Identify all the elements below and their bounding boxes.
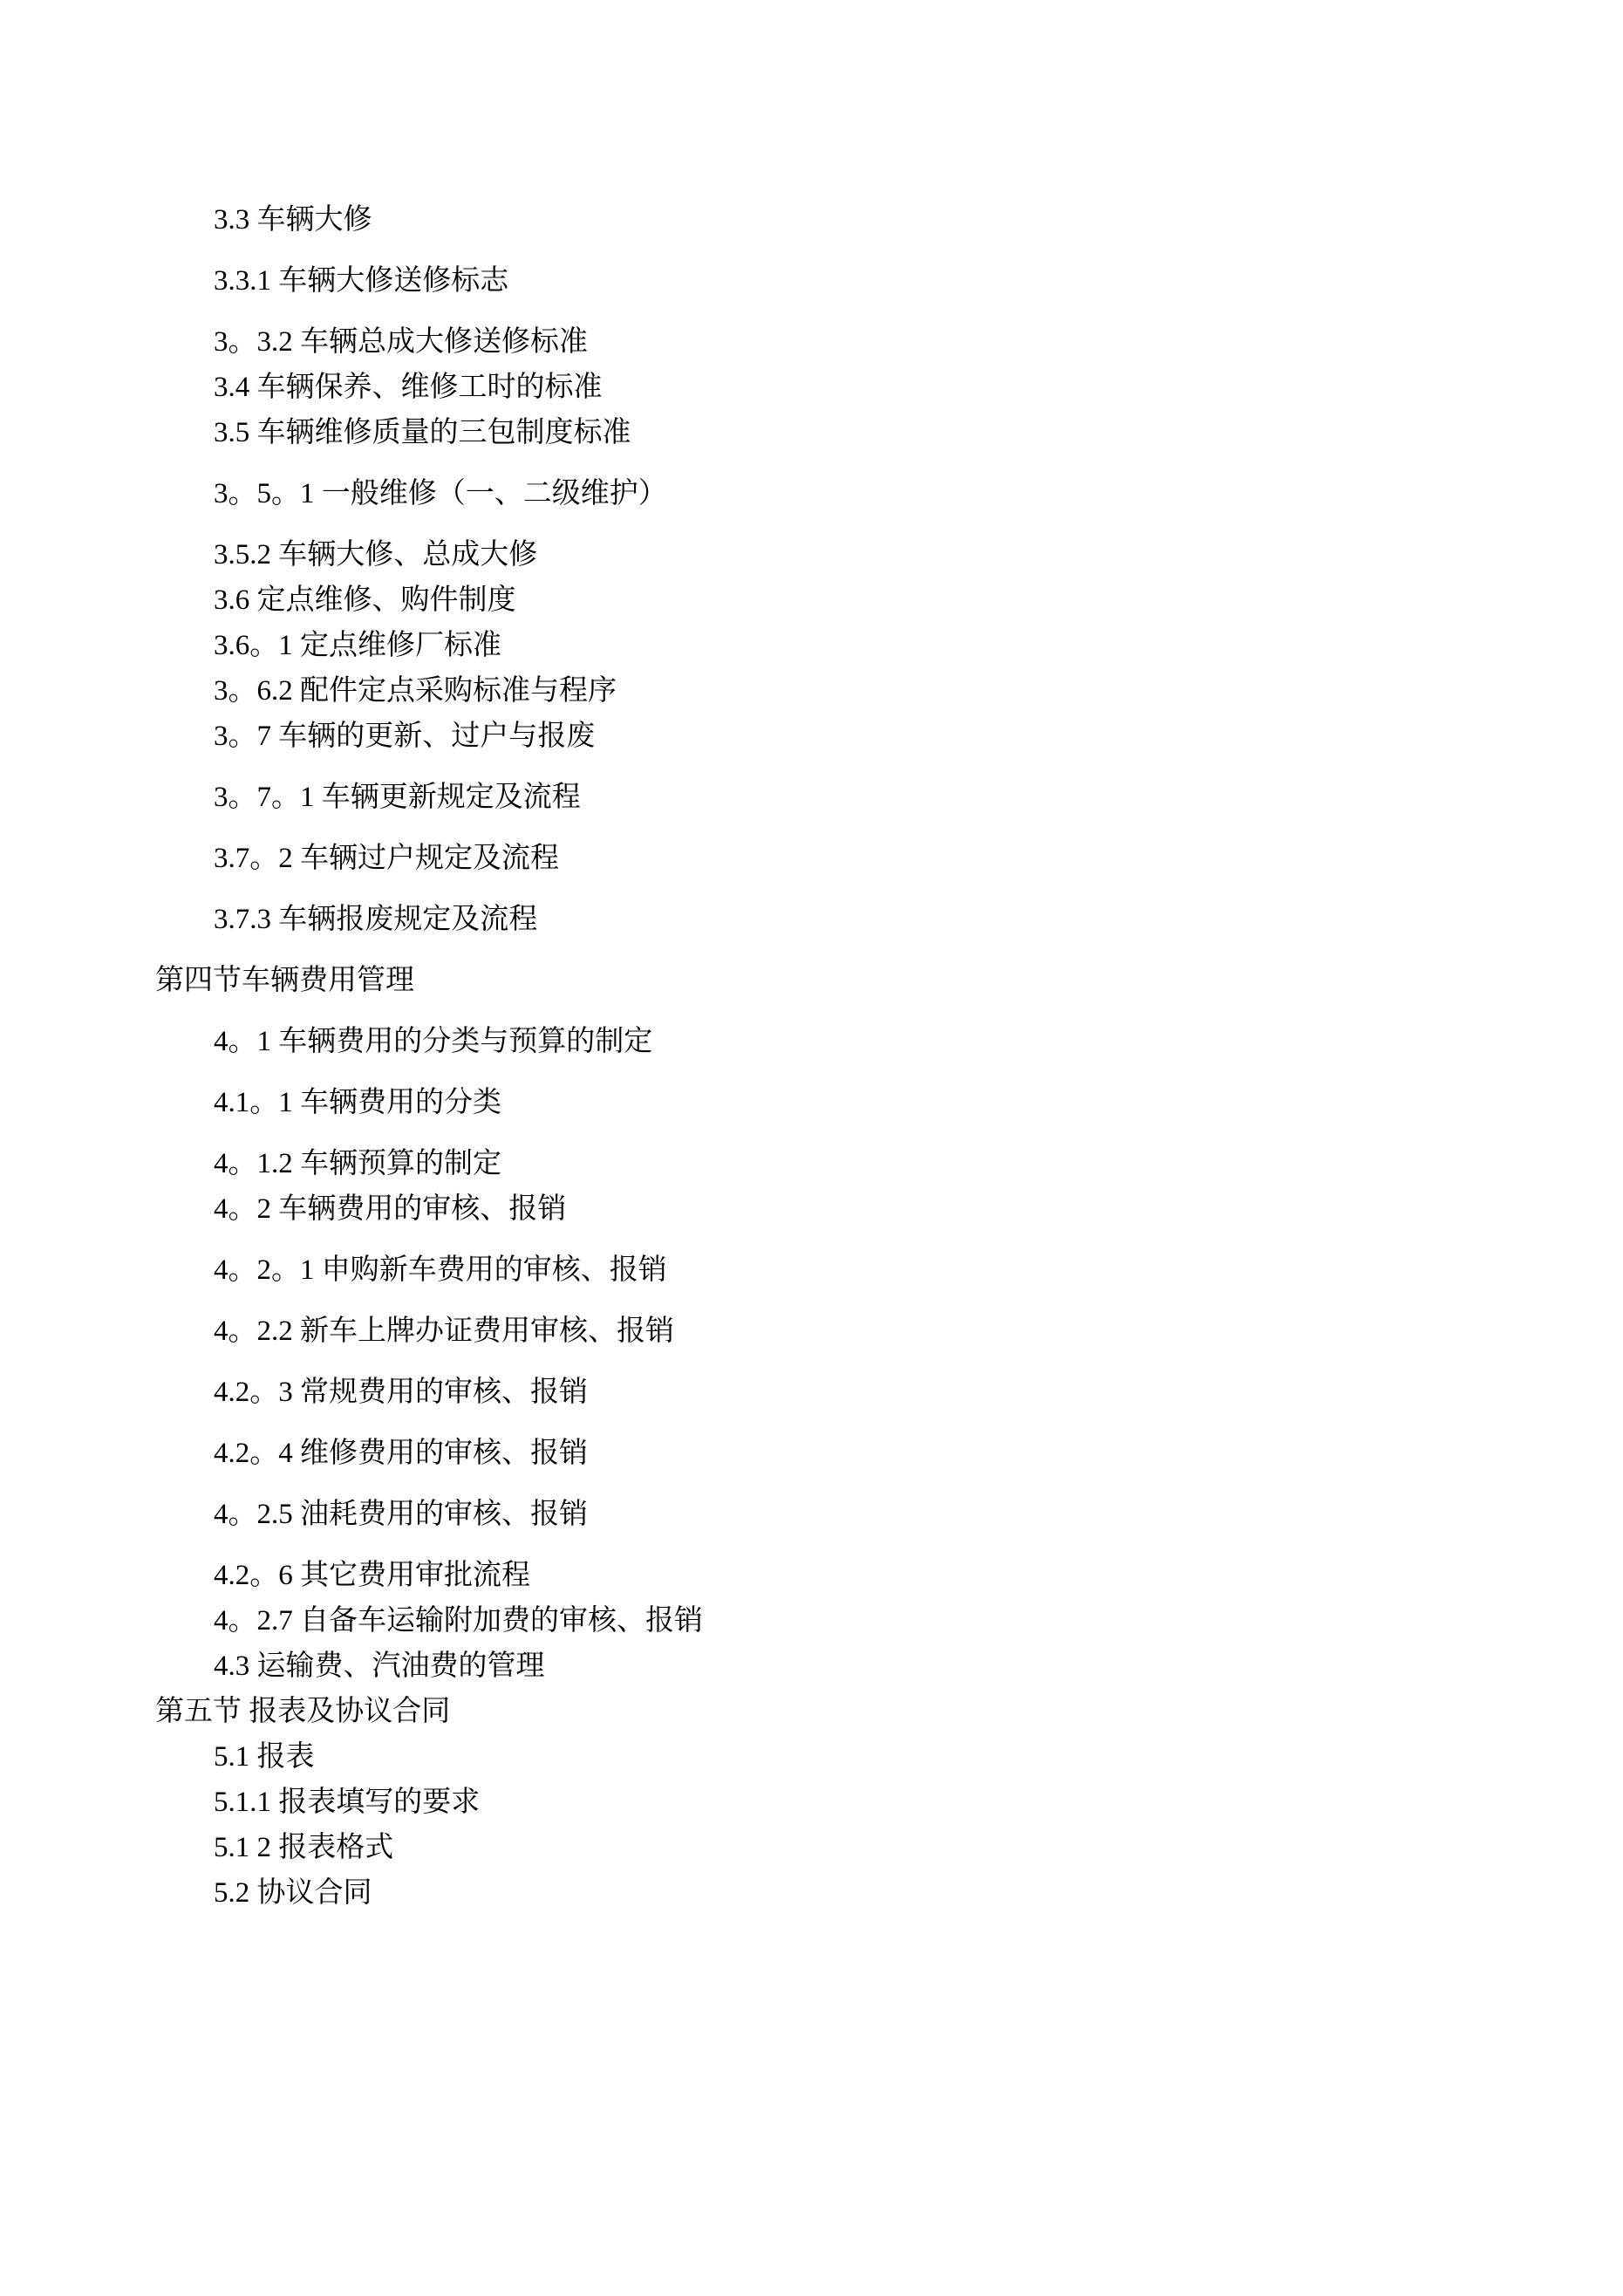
toc-entry: 4。2.2 新车上牌办证费用审核、报销: [214, 1315, 674, 1347]
toc-entry: 3.6 定点维修、购件制度: [214, 584, 516, 616]
toc-entry: 3。7 车辆的更新、过户与报废: [214, 721, 596, 752]
toc-entry: 3.3.1 车辆大修送修标志: [214, 265, 509, 297]
toc-entry: 3.4 车辆保养、维修工时的标准: [214, 372, 603, 403]
toc-entry: 3。7。1 车辆更新规定及流程: [214, 782, 581, 813]
toc-entry: 4。2。1 申购新车费用的审核、报销: [214, 1254, 667, 1286]
toc-entry: 3。6.2 配件定点采购标准与程序: [214, 675, 617, 707]
section-heading: 第五节 报表及协议合同: [155, 1696, 451, 1727]
toc-entry: 5.1.1 报表填写的要求: [214, 1787, 481, 1818]
toc-entry: 3.5.2 车辆大修、总成大修: [214, 539, 538, 571]
section-heading: 第四节车辆费用管理: [155, 965, 414, 996]
toc-entry: 3。3.2 车辆总成大修送修标准: [214, 326, 588, 358]
toc-entry: 3.7.3 车辆报废规定及流程: [214, 904, 538, 935]
toc-entry: 3.5 车辆维修质量的三包制度标准: [214, 417, 631, 448]
toc-entry: 3.7。2 车辆过户规定及流程: [214, 843, 559, 874]
toc-entry: 4。2 车辆费用的审核、报销: [214, 1193, 567, 1225]
toc-entry: 4。1.2 车辆预算的制定: [214, 1148, 501, 1179]
toc-entry: 4。2.7 自备车运输附加费的审核、报销: [214, 1605, 703, 1637]
toc-entry: 4.2。6 其它费用审批流程: [214, 1560, 530, 1591]
toc-entry: 3.3 车辆大修: [214, 204, 372, 236]
toc-entry: 5.1 报表: [214, 1741, 315, 1773]
toc-entry: 4.1。1 车辆费用的分类: [214, 1087, 501, 1118]
toc-entry: 3。5。1 一般维修（一、二级维护）: [214, 478, 667, 509]
toc-entry: 4.3 运输费、汽油费的管理: [214, 1650, 545, 1682]
toc-entry: 5.1 2 报表格式: [214, 1832, 394, 1863]
toc-entry: 4。2.5 油耗费用的审核、报销: [214, 1499, 588, 1530]
toc-entry: 4.2。3 常规费用的审核、报销: [214, 1377, 588, 1408]
toc-entry: 5.2 协议合同: [214, 1877, 372, 1909]
toc-entry: 3.6。1 定点维修厂标准: [214, 630, 501, 661]
toc-entry: 4。1 车辆费用的分类与预算的制定: [214, 1026, 653, 1057]
toc-entry: 4.2。4 维修费用的审核、报销: [214, 1438, 588, 1469]
